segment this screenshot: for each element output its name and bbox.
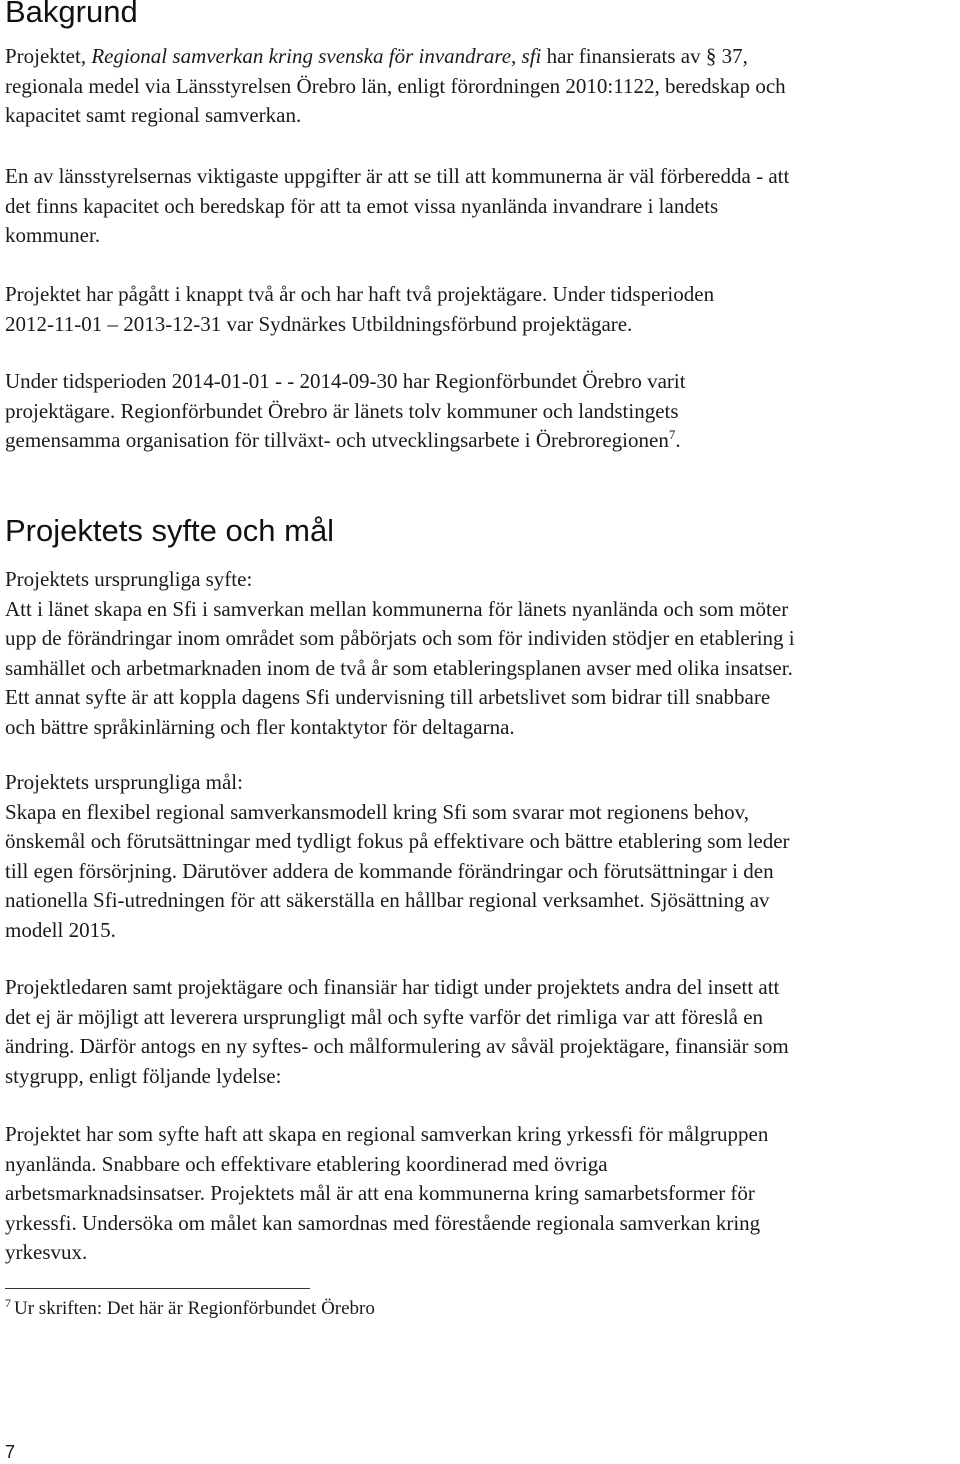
section-heading-background: Bakgrund	[5, 0, 138, 29]
text-line: ändring. Därför antogs en ny syftes- och målformulering av såväl projektägare, finansiär som	[5, 1034, 789, 1058]
text-line: kapacitet samt regional samverkan.	[5, 103, 302, 127]
text-line: regionala medel via Länsstyrelsen Örebro län, enligt förordningen 2010:1122, beredskap och	[5, 73, 786, 98]
section-heading-purpose: Projektets syfte och mål	[5, 513, 335, 548]
text-line: Att i länet skapa en Sfi i samverkan mellan kommunerna för länets nyanlända och som möter	[5, 596, 789, 621]
text-line: gemensamma organisation för tillväxt- och utvecklingsarbete i Örebroregionen$^7$.	[5, 427, 681, 452]
text-line: Projektet har pågått i knappt två år och har haft två projektägare. Under tidsperioden	[5, 282, 715, 306]
text-line: nyanlända. Snabbare och effektivare etablering koordinerad med övriga	[5, 1151, 608, 1176]
text-line: nationella Sfi-utredningen för att säkerställa en hållbar regional verksamhet. Sjösättning av	[5, 888, 770, 912]
text-line: Under tidsperioden 2014-01-01 - - 2014-09-30 har Regionförbundet Örebro varit	[5, 369, 686, 393]
footnote-number: 7	[5, 1295, 11, 1310]
text-line: kommuner.	[5, 223, 101, 247]
text-line: upp de förändringar inom området som påbörjats och som för individen stödjer en etablering i	[5, 626, 795, 650]
text-line: önskemål och förutsättningar med tydligt fokus på effektivare och bättre etablering som leder	[5, 829, 790, 853]
text-line: till egen försörjning. Därutöver addera de kommande förändringar och förutsättningar i den	[5, 858, 774, 883]
text-line: det ej är möjligt att leverera ursprungligt mål och syfte varför det rimliga var att föreslå en	[5, 1004, 764, 1029]
text-line: Projektledaren samt projektägare och finansiär har tidigt under projektets andra del insett att	[5, 975, 780, 999]
paragraph-project-owners	[5, 280, 957, 339]
paragraph-original-purpose	[5, 565, 957, 742]
text-line: 2012-11-01 – 2013-12-31 var Sydnärkes Utbildningsförbund projektägare.	[5, 311, 633, 336]
paragraph-funding	[5, 42, 957, 131]
text-line: arbetsmarknadsinsatser. Projektets mål är att ena kommunerna kring samarbetsformer för	[5, 1181, 755, 1205]
paragraph-county-role	[5, 162, 957, 251]
text-line: Projektet, Regional samverkan kring svenska för invandrare, sfi har finansierats av § 37,	[5, 44, 748, 68]
text-line: samhället och arbetmarknaden inom de två år som etableringsplanen avser med olika insatser.	[5, 655, 793, 680]
footnote-divider	[5, 1288, 310, 1289]
text-line: Projektet har som syfte haft att skapa en regional samverkan kring yrkessfi för målgruppen	[5, 1122, 769, 1146]
text-line: stygrupp, enligt följande lydelse:	[5, 1063, 282, 1088]
text-line: det finns kapacitet och beredskap för att ta emot vissa nyanlända invandrare i landets	[5, 193, 719, 218]
text-line: projektägare. Regionförbundet Örebro är länets tolv kommuner och landstingets	[5, 398, 679, 423]
paragraph-new-purpose	[5, 1120, 957, 1268]
footnote	[5, 1297, 375, 1321]
text-line: Skapa en flexibel regional samverkansmodell kring Sfi som svarar mot regionens behov,	[5, 799, 749, 824]
text-line: modell 2015.	[5, 917, 116, 942]
text-line: Ett annat syfte är att koppla dagens Sfi undervisning till arbetslivet som bidrar till snabbare	[5, 685, 771, 709]
paragraph-change	[5, 973, 957, 1091]
text-line: och bättre språkinlärning och fler kontaktytor för deltagarna.	[5, 714, 515, 739]
footnote-text: Ur skriften: Det här är Regionförbundet Örebro	[14, 1298, 375, 1319]
paragraph-regionforbundet	[5, 367, 957, 456]
page-number: 7	[5, 1442, 16, 1462]
paragraph-original-goal	[5, 768, 957, 945]
subheading: Projektets ursprungliga syfte:	[5, 567, 253, 591]
text-line: yrkessfi. Undersöka om målet kan samordnas med förestående regionala samverkan kring	[5, 1210, 761, 1235]
footnote-reference: 7	[668, 427, 676, 442]
project-name: Regional samverkan kring svenska för invandrare, sfi	[91, 44, 542, 68]
text-line: yrkesvux.	[5, 1240, 88, 1264]
text-line: En av länsstyrelsernas viktigaste uppgifter är att se till att kommunerna är väl förberedda - att	[5, 164, 790, 188]
subheading: Projektets ursprungliga mål:	[5, 770, 243, 794]
